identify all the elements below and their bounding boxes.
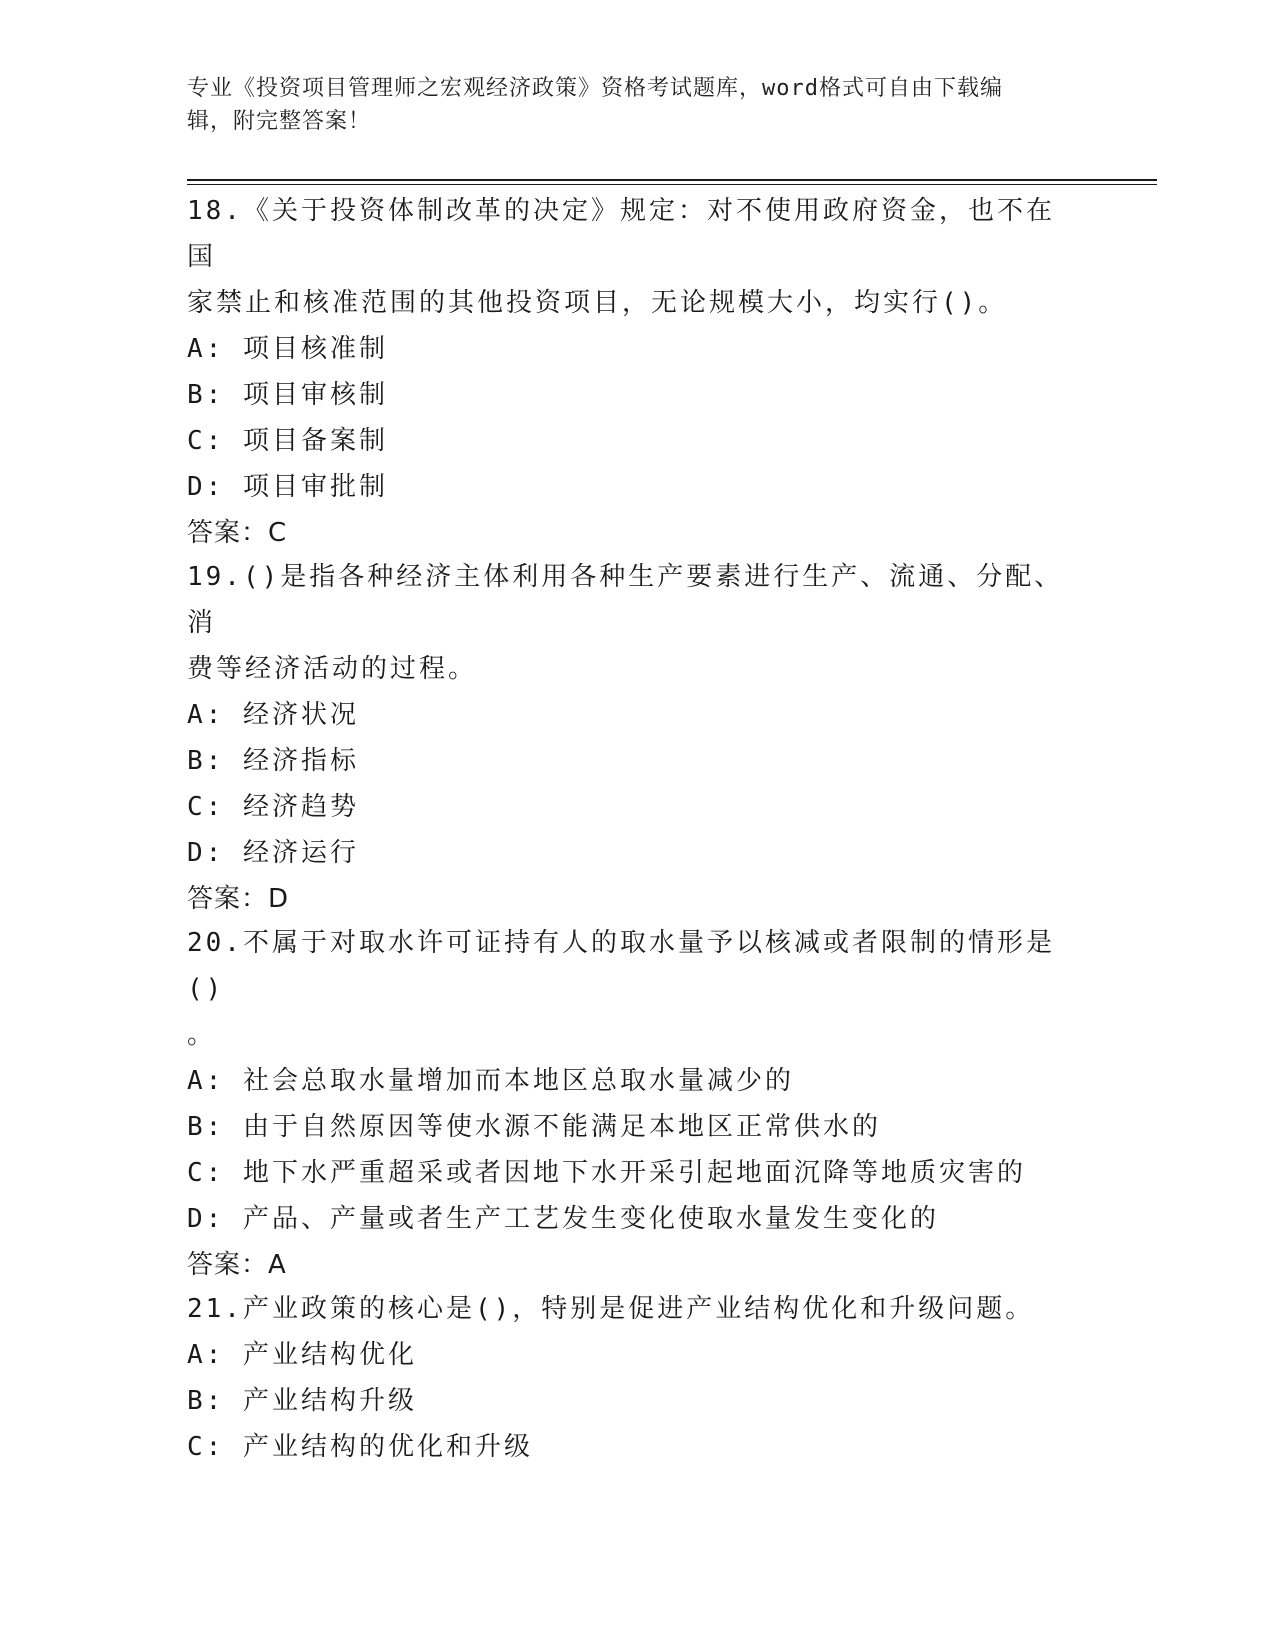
option-c: C: 地下水严重超采或者因地下水开采引起地面沉降等地质灾害的 [187, 1158, 1026, 1188]
option-c: C: 项目备案制 [187, 426, 388, 456]
option-d: D: 项目审批制 [187, 472, 388, 502]
option-a: A: 项目核准制 [187, 334, 388, 364]
answer: 答案：D [187, 884, 290, 914]
option-b: B: 产业结构升级 [187, 1386, 417, 1416]
option-c: C: 产业结构的优化和升级 [187, 1432, 533, 1462]
option-b: B: 项目审核制 [187, 380, 388, 410]
option-d: D: 经济运行 [187, 838, 359, 868]
question-stem: 21.产业政策的核心是()，特别是促进产业结构优化和升级问题。 [187, 1294, 1035, 1324]
question-18 [187, 188, 1067, 556]
option-a: A: 产业结构优化 [187, 1340, 417, 1370]
header-rule-thick [187, 179, 1157, 181]
header-rule-thin [187, 184, 1157, 185]
question-stem: 。 [187, 1020, 217, 1050]
option-a: A: 社会总取水量增加而本地区总取水量减少的 [187, 1066, 794, 1096]
question-21 [187, 1286, 1067, 1470]
question-stem: 19.()是指各种经济主体利用各种生产要素进行生产、流通、分配、消 [187, 562, 1064, 638]
answer: 答案：C [187, 518, 288, 548]
option-d: D: 产品、产量或者生产工艺发生变化使取水量发生变化的 [187, 1204, 939, 1234]
option-c: C: 经济趋势 [187, 792, 359, 822]
option-b: B: 经济指标 [187, 746, 359, 776]
header-line-1: 专业《投资项目管理师之宏观经济政策》资格考试题库，word格式可自由下载编 [187, 76, 1003, 101]
answer: 答案：A [187, 1250, 287, 1280]
question-stem: 家禁止和核准范围的其他投资项目，无论规模大小，均实行()。 [187, 288, 1008, 318]
header-line-2: 辑，附完整答案！ [187, 109, 372, 134]
option-b: B: 由于自然原因等使水源不能满足本地区正常供水的 [187, 1112, 881, 1142]
question-20 [187, 920, 1067, 1288]
question-stem: 20.不属于对取水许可证持有人的取水量予以核减或者限制的情形是() [187, 928, 1055, 1004]
document-page [187, 0, 1157, 1650]
question-stem: 费等经济活动的过程。 [187, 654, 478, 684]
option-a: A: 经济状况 [187, 700, 359, 730]
question-stem: 18.《关于投资体制改革的决定》规定：对不使用政府资金，也不在国 [187, 196, 1055, 272]
question-19 [187, 554, 1067, 922]
document-header [187, 72, 1067, 138]
